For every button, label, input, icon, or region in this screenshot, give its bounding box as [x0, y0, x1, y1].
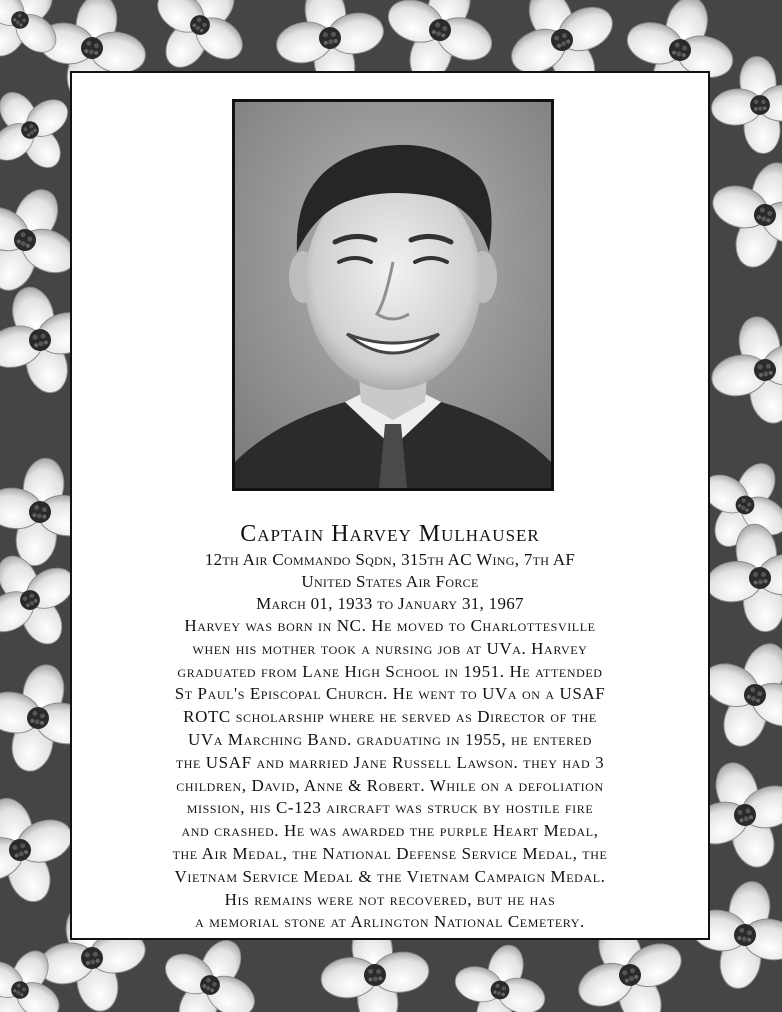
bio-line: His remains were not recovered, but he has — [224, 889, 556, 909]
bio-line: Harvey was born in NC. He moved to Charlottesville — [184, 616, 596, 635]
bio-line: graduated from Lane High School in 1951. He attended — [177, 661, 603, 681]
bio-line: children, David, Anne & Robert. While on a defoliation — [176, 775, 604, 795]
bio-line: a memorial stone at Arlington National Cemetery. — [195, 912, 585, 932]
bio-line: mission, his C-123 aircraft was struck by hostile fire — [186, 798, 594, 818]
bio-line: St Paul's Episcopal Church. He went to UVa on a USAF — [174, 684, 606, 704]
bio-line: the USAF and married Jane Russell Lawson. they had 3 — [175, 752, 605, 772]
bio-line: Vietnam Service Medal & the Vietnam Campaign Medal. — [174, 866, 606, 886]
service-branch: United States Air Force — [301, 572, 479, 591]
bio-line: and crashed. He was awarded the purple Heart Medal, — [181, 821, 599, 841]
portrait-photo — [232, 99, 554, 491]
biography — [72, 615, 708, 934]
bio-line: the Air Medal, the National Defense Service Medal, the — [172, 843, 608, 863]
honoree-name: Captain Harvey Mulhauser — [240, 521, 540, 547]
memorial-text — [72, 519, 708, 934]
bio-line: when his mother took a nursing job at UVa. Harvey — [192, 638, 588, 658]
memorial-plaque — [70, 71, 710, 940]
life-dates: March 01, 1933 to January 31, 1967 — [256, 594, 524, 613]
bio-line: ROTC scholarship where he served as Director of the — [183, 707, 597, 727]
portrait-image — [235, 102, 551, 488]
bio-line: UVa Marching Band. graduating in 1955, he entered — [188, 729, 592, 749]
military-unit: 12th Air Commando Sqdn, 315th AC Wing, 7th AF — [204, 550, 576, 569]
